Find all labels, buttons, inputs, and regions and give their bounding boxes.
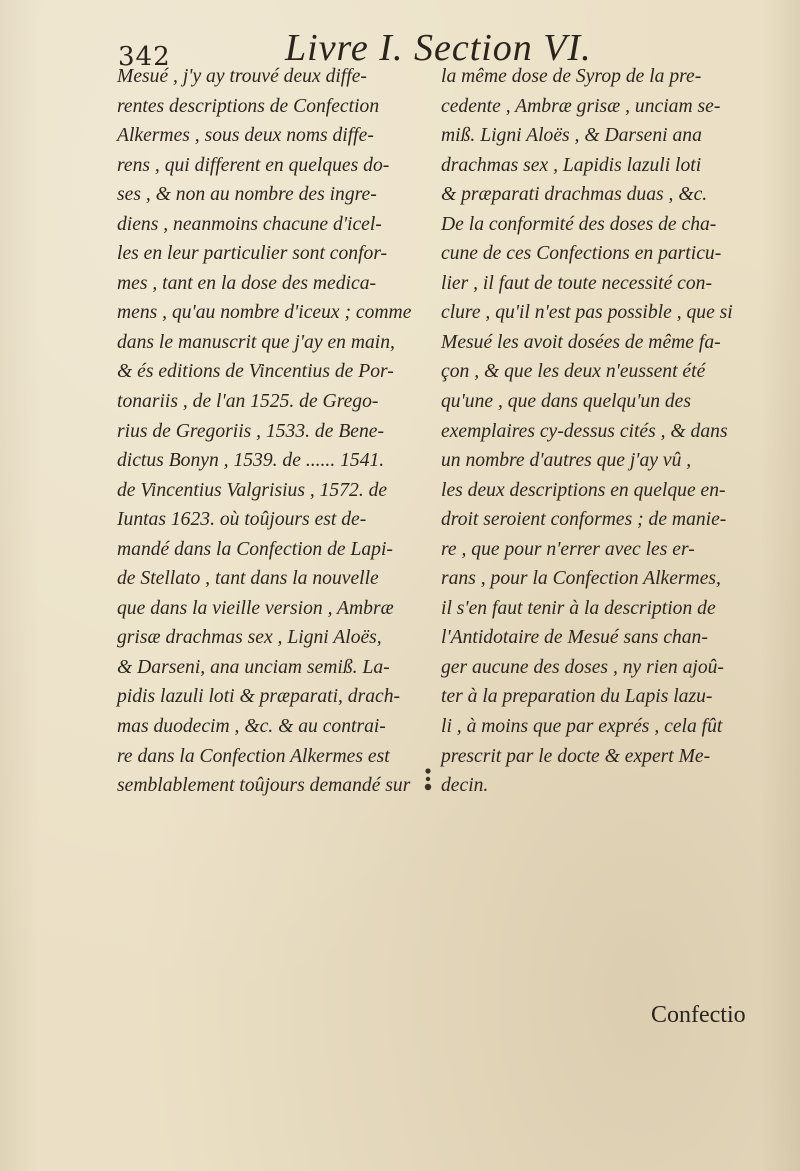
page-number: 342 [118,42,171,72]
left-column-line: de Vincentius Valgrisius , 1572. de [117,479,388,501]
left-text-column [117,62,429,801]
right-column-line: ger aucune des doses , ny rien ajoû- [441,656,724,678]
left-column-line: semblablement toûjours demandé sur [117,775,411,797]
left-column-line: de Stellato , tant dans la nouvelle [117,568,379,590]
left-column-line: les en leur particulier sont confor- [117,243,388,265]
right-column-line: çon , & que les deux n'eussent été [441,361,706,383]
right-column-line: Mesué les avoit dosées de même fa- [441,331,721,353]
ornament-mark [424,767,432,793]
right-column-line: il s'en faut tenir à la description de [441,597,716,619]
left-column-line: rius de Gregoriis , 1533. de Bene- [117,420,385,442]
right-column-line: cune de ces Confections en particu- [441,243,722,265]
left-column-line: Mesué , j'y ay trouvé deux diffe- [117,66,367,87]
left-column-line: Iuntas 1623. où toûjours est de- [117,509,367,531]
right-column-line: lier , il faut de toute necessité con- [441,272,712,294]
right-column-line: De la conformité des doses de cha- [441,213,717,235]
left-column-line: dans le manuscrit que j'ay en main, [117,331,395,353]
left-column-line: & Darseni, ana unciam semiß. La- [117,656,390,678]
left-column-line: rens , qui different en quelques do- [117,154,390,176]
right-column-line: & præparati drachmas duas , &c. [441,184,708,206]
left-column-line: dictus Bonyn , 1539. de ...... 1541. [117,450,385,472]
right-column-line: prescrit par le docte & expert Me- [441,745,711,767]
left-column-line: mes , tant en la dose des medica- [117,272,377,294]
left-column-line: re dans la Confection Alkermes est [117,745,390,767]
right-column-line: rans , pour la Confection Alkermes, [441,568,721,590]
left-column-line: mens , qu'au nombre d'iceux ; comme [117,302,412,324]
right-text-column [441,62,771,801]
right-column-line: exemplaires cy-dessus cités , & dans [441,420,728,442]
right-column-line: un nombre d'autres que j'ay vû , [441,450,692,472]
left-column-line: diens , neanmoins chacune d'icel- [117,213,382,235]
left-column-line: mas duodecim , &c. & au contrai- [117,716,386,738]
right-column-line: ter à la preparation du Lapis lazu- [441,686,713,708]
left-column-line: grisæ drachmas sex , Ligni Aloës, [117,627,382,649]
right-column-line: la même dose de Syrop de la pre- [441,66,702,87]
right-column-line: l'Antidotaire de Mesué sans chan- [441,627,708,649]
left-column-line: rentes descriptions de Confection [117,95,380,117]
left-column-line: tonariis , de l'an 1525. de Grego- [117,391,379,413]
right-column-line: clure , qu'il n'est pas possible , que si [441,302,733,324]
left-column-line: Alkermes , sous deux noms diffe- [117,125,374,147]
left-column-line: ses , & non au nombre des ingre- [117,184,377,206]
left-column-line: mandé dans la Confection de Lapi- [117,538,393,560]
right-column-line: decin. [441,775,489,797]
right-column-line: li , à moins que par exprés , cela fût [441,716,723,738]
right-column-line: droit seroient conformes ; de manie- [441,509,727,531]
right-column-line: drachmas sex , Lapidis lazuli loti [441,154,702,176]
left-column-line: pidis lazuli loti & præparati, drach- [117,686,401,708]
right-column-line: les deux descriptions en quelque en- [441,479,726,501]
catchword: Confectio [651,1002,746,1028]
right-column-line: qu'une , que dans quelqu'un des [441,391,692,413]
running-head: Livre I. Section VI. [285,27,592,69]
right-column-line: re , que pour n'errer avec les er- [441,538,695,560]
right-column-line: cedente , Ambræ grisæ , unciam se- [441,95,721,117]
right-column-line: miß. Ligni Aloës , & Darseni ana [441,125,702,147]
left-column-line: & és editions de Vincentius de Por- [117,361,394,383]
left-column-line: que dans la vieille version , Ambræ [117,597,394,619]
